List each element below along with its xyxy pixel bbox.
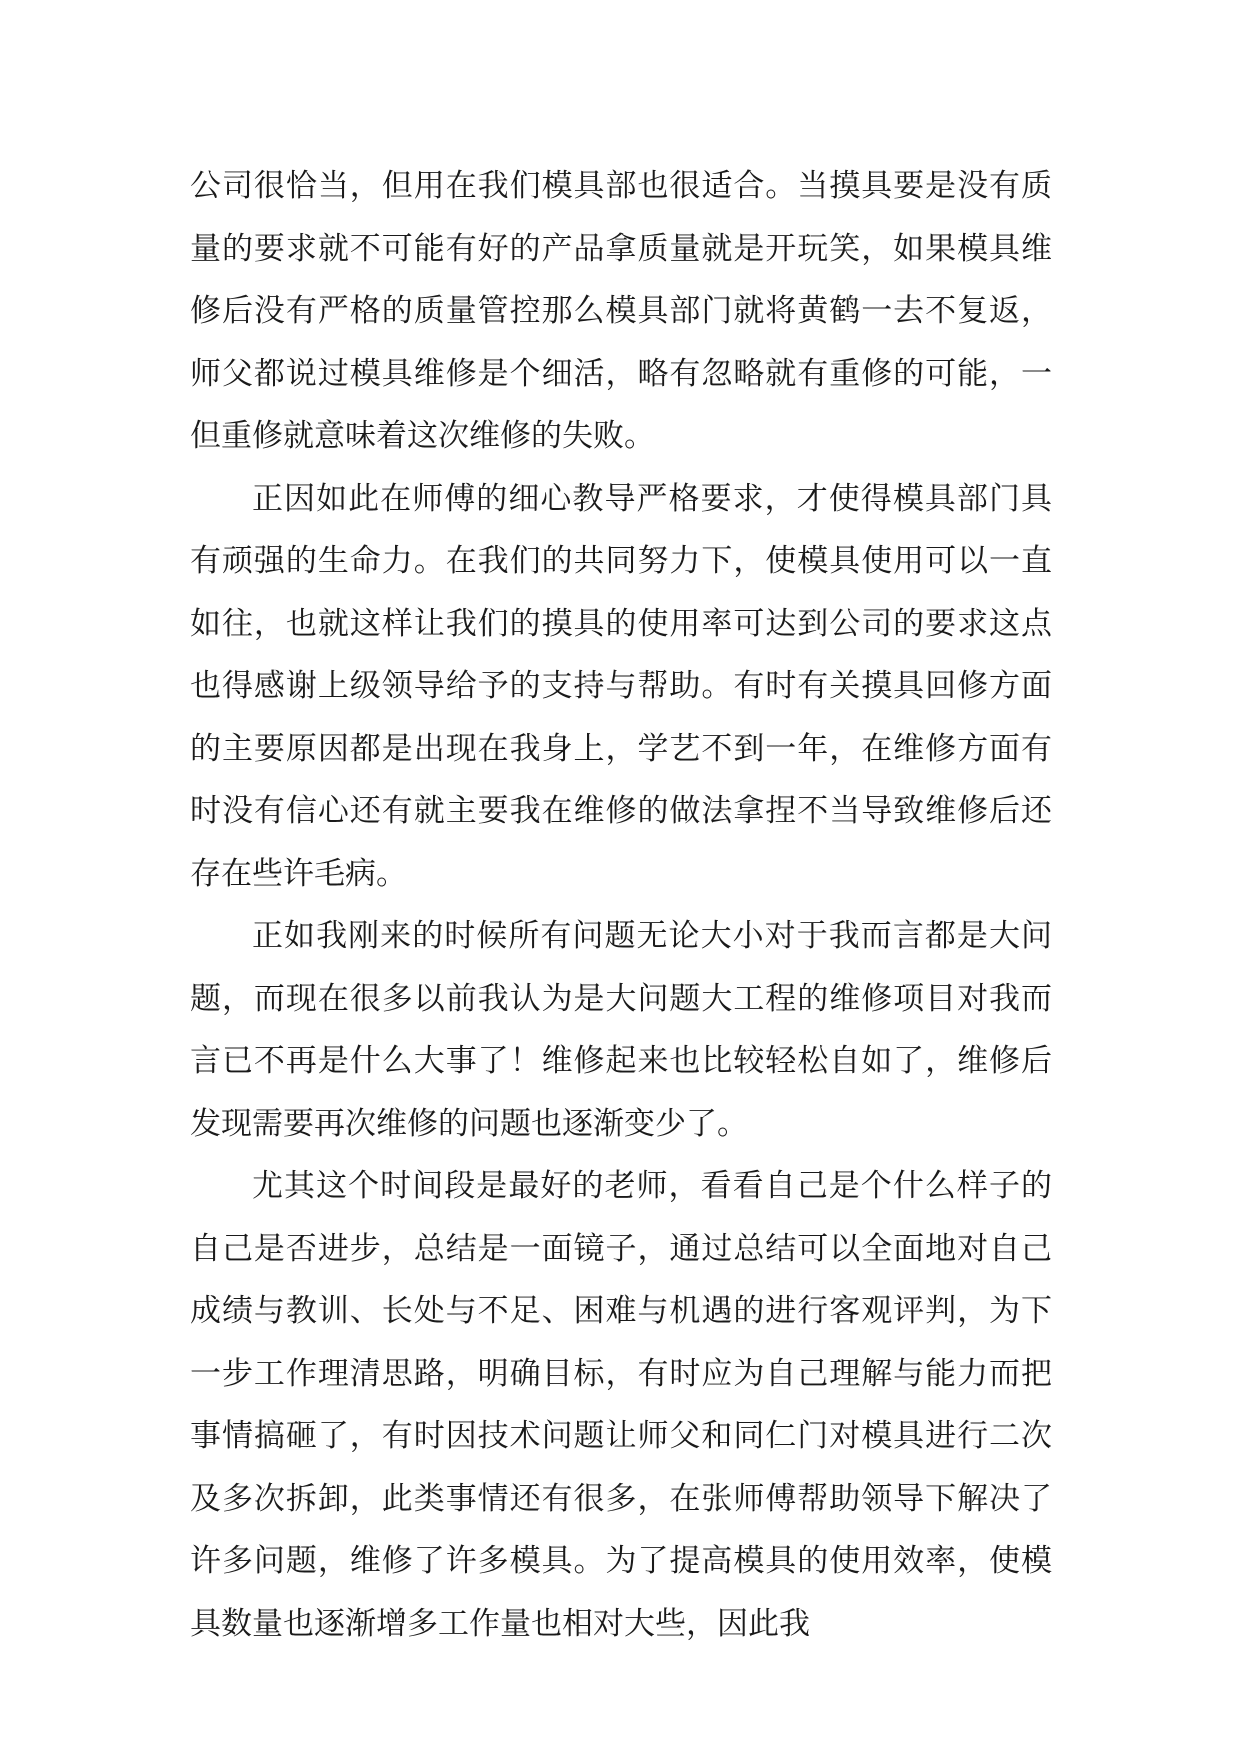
body-text: [190, 155, 1052, 1655]
paragraph-continuation: 公司很恰当，但用在我们模具部也很适合。当摸具要是没有质量的要求就不可能有好的产品拿质量就是开玩笑，如果模具维修后没有严格的质量管控那么模具部门就将黄鹤一去不复返，师父都说过模具维修是个细活，略有忽略就有重修的可能，一但重修就意味着这次维修的失败。: [190, 168, 1052, 454]
paragraph: 正因如此在师傅的细心教导严格要求，才使得模具部门具有顽强的生命力。在我们的共同努力下，使模具使用可以一直如往，也就这样让我们的摸具的使用率可达到公司的要求这点也得感谢上级领导给予的支持与帮助。有时有关摸具回修方面的主要原因都是出现在我身上，学艺不到一年，在维修方面有时没有信心还有就主要我在维修的做法拿捏不当导致维修后还存在些许毛病。: [190, 480, 1052, 892]
paragraph: 正如我刚来的时候所有问题无论大小对于我而言都是大问题，而现在很多以前我认为是大问题大工程的维修项目对我而言已不再是什么大事了！维修起来也比较轻松自如了，维修后发现需要再次维修的问题也逐渐变少了。: [190, 918, 1052, 1142]
paragraph: 尤其这个时间段是最好的老师，看看自己是个什么样子的自己是否进步，总结是一面镜子，通过总结可以全面地对自己成绩与教训、长处与不足、困难与机遇的进行客观评判，为下一步工作理清思路，明确目标，有时应为自己理解与能力而把事情搞砸了，有时因技术问题让师父和同仁门对模具进行二次及多次拆卸，此类事情还有很多，在张师傅帮助领导下解决了许多问题，维修了许多模具。为了提高模具的使用效率，使模具数量也逐渐增多工作量也相对大些，因此我: [190, 1168, 1052, 1642]
